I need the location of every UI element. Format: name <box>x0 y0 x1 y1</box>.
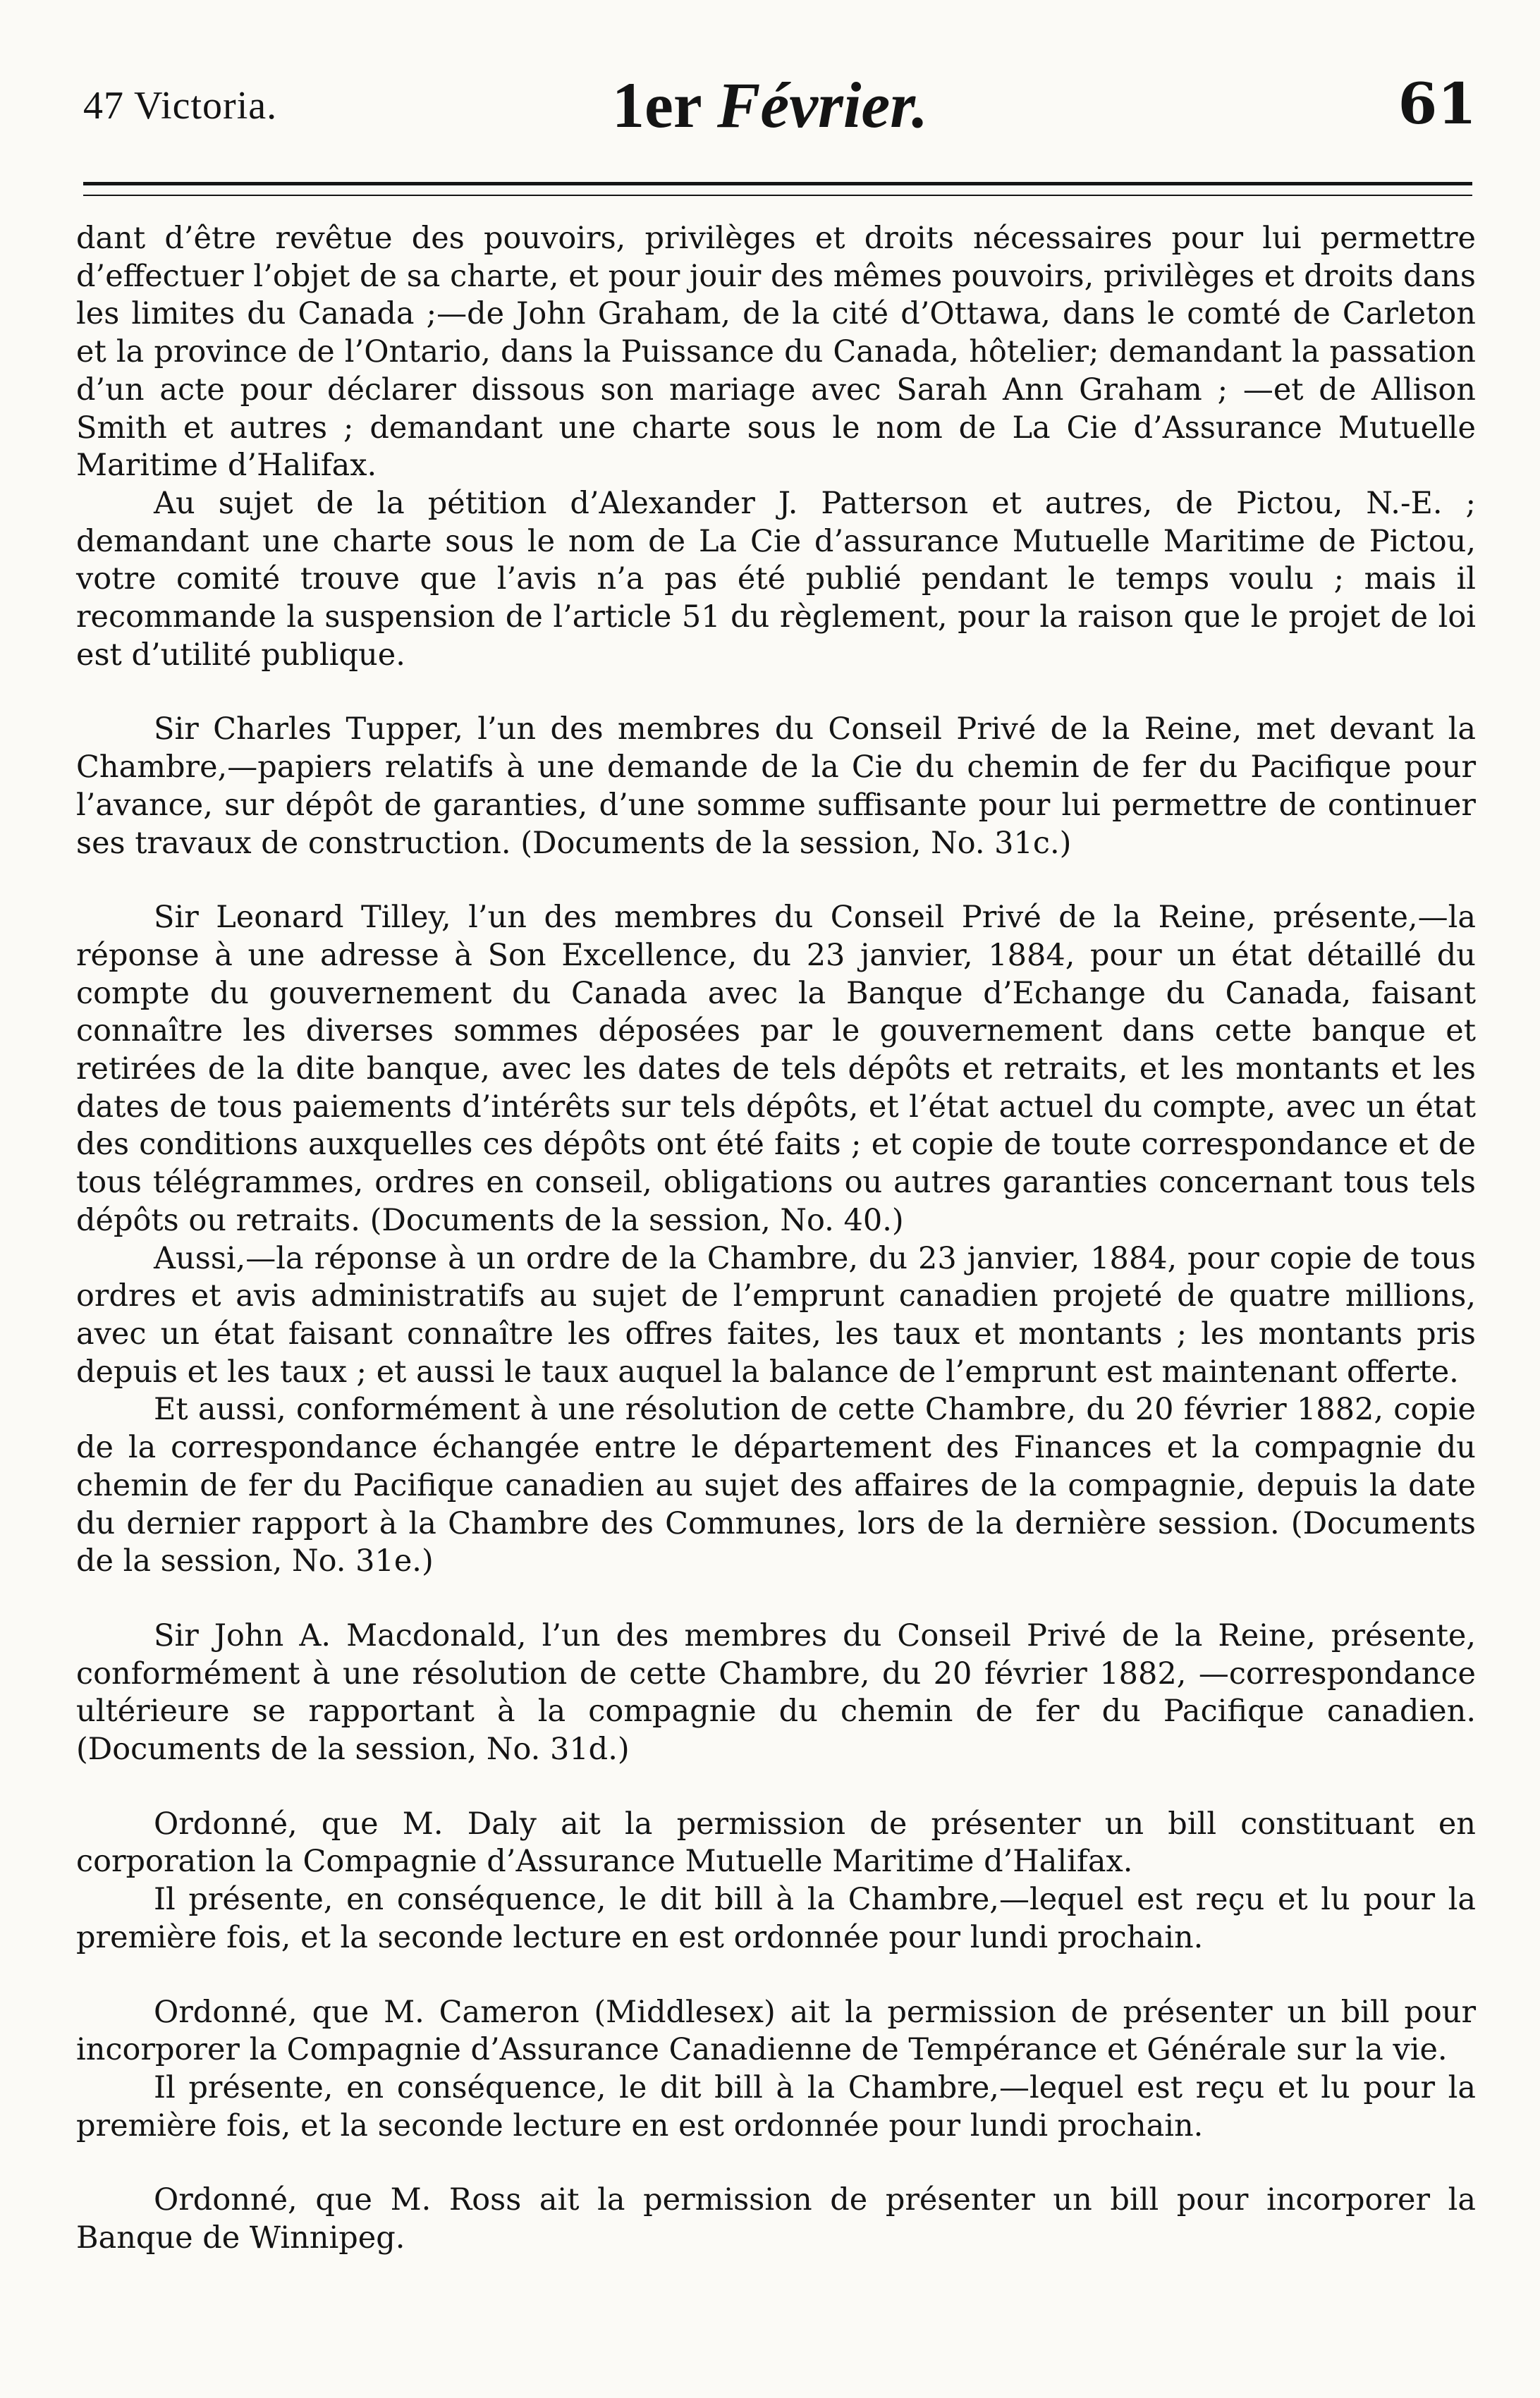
paragraph-11: Il présente, en conséquence, le dit bill à la Chambre,—lequel est reçu et lu pour la première fois, et la seconde lecture en est ordonnée pour lundi prochain. <box>76 2069 1476 2143</box>
spacer <box>76 862 1476 899</box>
header-date <box>0 68 1540 142</box>
paragraph-7: Sir John A. Macdonald, l’un des membres du Conseil Privé de la Reine, présente, conformément à une résolution de cette Chambre, du 20 février 1882, —correspondance ultérieure se rapportant à la compagnie du chemin de fer du Pacifique canadien. (Documents de la session, No. 31d.) <box>76 1617 1476 1768</box>
paragraph-5: Aussi,—la réponse à un ordre de la Chambre, du 23 janvier, 1884, pour copie de tous ordres et avis administratifs au sujet de l’emprunt canadien projeté de quatre millions, avec un état faisant connaître les offres faites, les taux et montants ; les montants pris depuis et les taux ; et aussi le taux auquel la balance de l’emprunt est maintenant offerte. <box>76 1240 1476 1390</box>
paragraph-10: Ordonné, que M. Cameron (Middlesex) ait la permission de présenter un bill pour incorporer la Compagnie d’Assurance Canadienne de Tempérance et Générale sur la vie. <box>76 1994 1476 2068</box>
page-body <box>76 220 1476 2258</box>
page-header <box>0 0 1540 169</box>
page-number: 61 <box>1398 71 1477 137</box>
paragraph-1: dant d’être revêtue des pouvoirs, privilèges et droits nécessaires pour lui permettre d’effectuer l’objet de sa charte, et pour jouir des mêmes pouvoirs, privilèges et droits dans les limites du Canada ;—de John Graham, de la cité d’Ottawa, dans le comté de Carleton et la province de l’Ontario, dans la Puissance du Canada, hôtelier; demandant la passation d’un acte pour déclarer dissous son mariage avec Sarah Ann Graham ; —et de Allison Smith et autres ; demandant une charte sous le nom de La Cie d’Assurance Mutuelle Maritime d’Halifax. <box>76 221 1476 484</box>
header-month: Février. <box>717 69 928 141</box>
spacer <box>76 1581 1476 1617</box>
spacer <box>76 674 1476 711</box>
paragraph-3: Sir Charles Tupper, l’un des membres du Conseil Privé de la Reine, met devant la Chambre,—papiers relatifs à une demande de la Cie du chemin de fer du Pacifique pour l’avance, sur dépôt de garanties, d’une somme suffisante pour lui permettre de continuer ses travaux de construction. (Documents de la session, No. 31c.) <box>76 711 1476 861</box>
paragraph-4: Sir Leonard Tilley, l’un des membres du Conseil Privé de la Reine, présente,—la réponse à une adresse à Son Excellence, du 23 janvier, 1884, pour un état détaillé du compte du gouvernement du Canada avec la Banque d’Echange du Canada, faisant connaître les diverses sommes déposées par le gouvernement dans cette banque et retirées de la dite banque, avec les dates de tels dépôts et retraits, et les montants et les dates de tous paiements d’intérêts sur tels dépôts, et l’état actuel du compte, avec un état des conditions auxquelles ces dépôts ont été faits ; et copie de toute correspondance et de tous télégrammes, ordres en conseil, obligations ou autres garanties concernant tous tels dépôts ou retraits. (Documents de la session, No. 40.) <box>76 900 1476 1238</box>
paragraph-6: Et aussi, conformément à une résolution de cette Chambre, du 20 février 1882, copie de la correspondance échangée entre le département des Finances et la compagnie du chemin de fer du Pacifique canadien au sujet des affaires de la compagnie, depuis la date du dernier rapport à la Chambre des Communes, lors de la dernière session. (Documents de la session, No. 31e.) <box>76 1392 1476 1579</box>
header-rule-thin <box>83 195 1472 196</box>
spacer <box>76 1769 1476 1806</box>
header-session: 47 Victoria. <box>83 84 278 128</box>
paragraph-12: Ordonné, que M. Ross ait la permission de présenter un bill pour incorporer la Banque de Winnipeg. <box>76 2182 1476 2256</box>
spacer <box>76 1957 1476 1994</box>
header-day: 1er <box>612 69 718 141</box>
paragraph-2: Au sujet de la pétition d’Alexander J. Patterson et autres, de Pictou, N.-E. ; demandant une charte sous le nom de La Cie d’assurance Mutuelle Maritime de Pictou, votre comité trouve que l’avis n’a pas été publié pendant le temps voulu ; mais il recommande la suspension de l’article 51 du règlement, pour la raison que le projet de loi est d’utilité publique. <box>76 485 1476 673</box>
spacer <box>76 2145 1476 2182</box>
paragraph-9: Il présente, en conséquence, le dit bill à la Chambre,—lequel est reçu et lu pour la première fois, et la seconde lecture en est ordonnée pour lundi prochain. <box>76 1882 1476 1955</box>
paragraph-8: Ordonné, que M. Daly ait la permission de présenter un bill constituant en corporation la Compagnie d’Assurance Mutuelle Maritime d’Halifax. <box>76 1806 1476 1880</box>
header-rule-thick <box>83 182 1472 185</box>
